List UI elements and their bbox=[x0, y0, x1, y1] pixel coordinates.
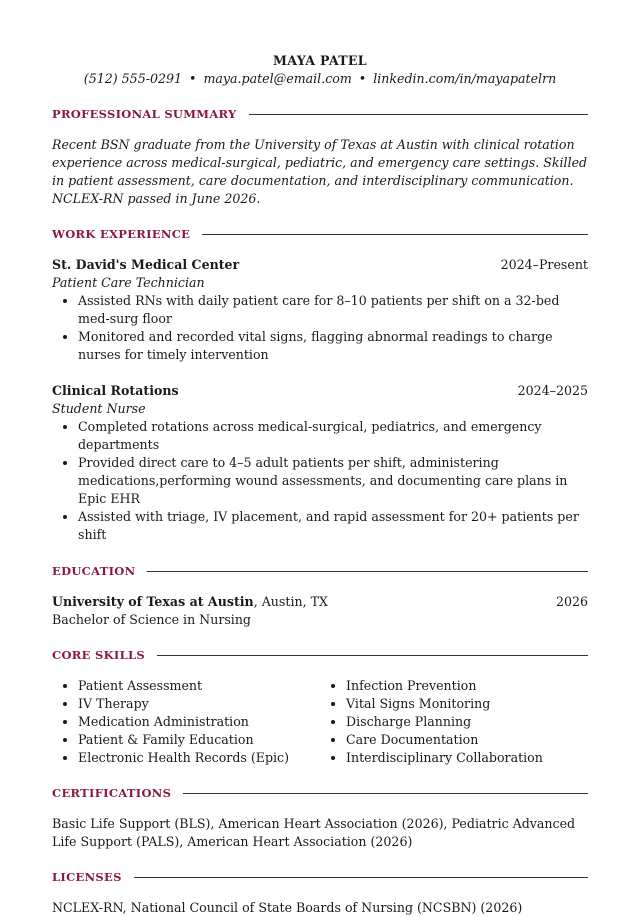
separator-dot: • bbox=[189, 71, 197, 86]
section-divider bbox=[183, 793, 588, 794]
skill-item: • Discharge Planning bbox=[346, 713, 588, 731]
skill-item: • IV Therapy bbox=[78, 695, 320, 713]
skills-column-right bbox=[320, 677, 588, 767]
skill-item: • Patient Assessment bbox=[78, 677, 320, 695]
section-header-skills bbox=[52, 646, 588, 664]
section-header-summary bbox=[52, 105, 588, 123]
bullet-item: • Completed rotations across medical-surgical, pediatrics, and emergency departments bbox=[78, 418, 588, 454]
bullet-item: • Assisted RNs with daily patient care for 8–10 patients per shift on a 32-bed med-surg floor bbox=[78, 292, 588, 328]
section-header-experience bbox=[52, 225, 588, 243]
skill-item: • Interdisciplinary Collaboration bbox=[346, 749, 588, 767]
education-school-line bbox=[52, 593, 328, 611]
job-dates: 2024–Present bbox=[500, 257, 588, 272]
section-title: CORE SKILLS bbox=[52, 648, 145, 662]
job-organization: St. David's Medical Center bbox=[52, 257, 240, 272]
section-title: WORK EXPERIENCE bbox=[52, 227, 191, 241]
certifications-text: Basic Life Support (BLS), American Heart Association (2026), Pediatric Advanced Life Support (PALS), American Heart Association (2026) bbox=[52, 816, 576, 849]
job-role: Student Nurse bbox=[52, 401, 146, 416]
summary-text: Recent BSN graduate from the University of Texas at Austin with clinical rotation experience across medical-surgical, pediatric, and emergency care settings. Skilled in patient assessment, care documentation, and interdisciplinary communication. NCLEX-RN passed in June 2026. bbox=[52, 137, 588, 206]
section-divider bbox=[157, 655, 588, 656]
job-organization: Clinical Rotations bbox=[52, 383, 179, 398]
section-divider bbox=[147, 571, 588, 572]
graduation-year: 2026 bbox=[555, 594, 588, 609]
job-entry bbox=[52, 256, 588, 364]
school-location: , Austin, TX bbox=[253, 594, 328, 609]
section-title: LICENSES bbox=[52, 870, 122, 884]
skill-item: • Electronic Health Records (Epic) bbox=[78, 749, 320, 767]
skills-column-left bbox=[52, 677, 320, 767]
bullet-item: • Assisted with triage, IV placement, and rapid assessment for 20+ patients per shift bbox=[78, 508, 588, 544]
section-header-education bbox=[52, 562, 588, 580]
skills-grid bbox=[52, 677, 588, 767]
job-bullets bbox=[52, 418, 588, 544]
section-title: EDUCATION bbox=[52, 564, 136, 578]
contact-line bbox=[52, 70, 588, 88]
bullet-item: • Provided direct care to 4–5 adult patients per shift, administering medications,performing wound assessments, and documenting care plans in Epic EHR bbox=[78, 454, 588, 508]
school-name: University of Texas at Austin bbox=[52, 594, 254, 609]
section-divider bbox=[134, 877, 588, 878]
section-divider bbox=[249, 114, 588, 115]
licenses-text: NCLEX-RN, National Council of State Boards of Nursing (NCSBN) (2026) bbox=[52, 900, 523, 915]
section-header-licenses bbox=[52, 868, 588, 886]
skill-item: • Vital Signs Monitoring bbox=[346, 695, 588, 713]
phone-number: (512) 555-0291 bbox=[83, 71, 183, 86]
section-header-certifications bbox=[52, 784, 588, 802]
job-entry bbox=[52, 382, 588, 544]
job-header bbox=[52, 382, 588, 400]
skill-item: • Patient & Family Education bbox=[78, 731, 320, 749]
section-title: CERTIFICATIONS bbox=[52, 786, 172, 800]
job-header bbox=[52, 256, 588, 274]
job-bullets bbox=[52, 292, 588, 364]
section-title: PROFESSIONAL SUMMARY bbox=[52, 107, 237, 121]
job-role: Patient Care Technician bbox=[52, 275, 205, 290]
bullet-item: • Monitored and recorded vital signs, flagging abnormal readings to charge nurses for timely intervention bbox=[78, 328, 588, 364]
section-divider bbox=[202, 234, 588, 235]
email-link[interactable]: maya.patel@email.com bbox=[203, 71, 352, 86]
job-dates: 2024–2025 bbox=[517, 383, 588, 398]
candidate-name: MAYA PATEL bbox=[273, 53, 367, 68]
education-header bbox=[52, 593, 588, 611]
degree-name: Bachelor of Science in Nursing bbox=[52, 612, 251, 627]
skill-item: • Care Documentation bbox=[346, 731, 588, 749]
separator-dot: • bbox=[358, 71, 367, 86]
linkedin-link[interactable]: linkedin.com/in/mayapatelrn bbox=[373, 71, 557, 86]
resume-header bbox=[52, 52, 588, 88]
skill-item: • Infection Prevention bbox=[346, 677, 588, 695]
skill-item: • Medication Administration bbox=[78, 713, 320, 731]
